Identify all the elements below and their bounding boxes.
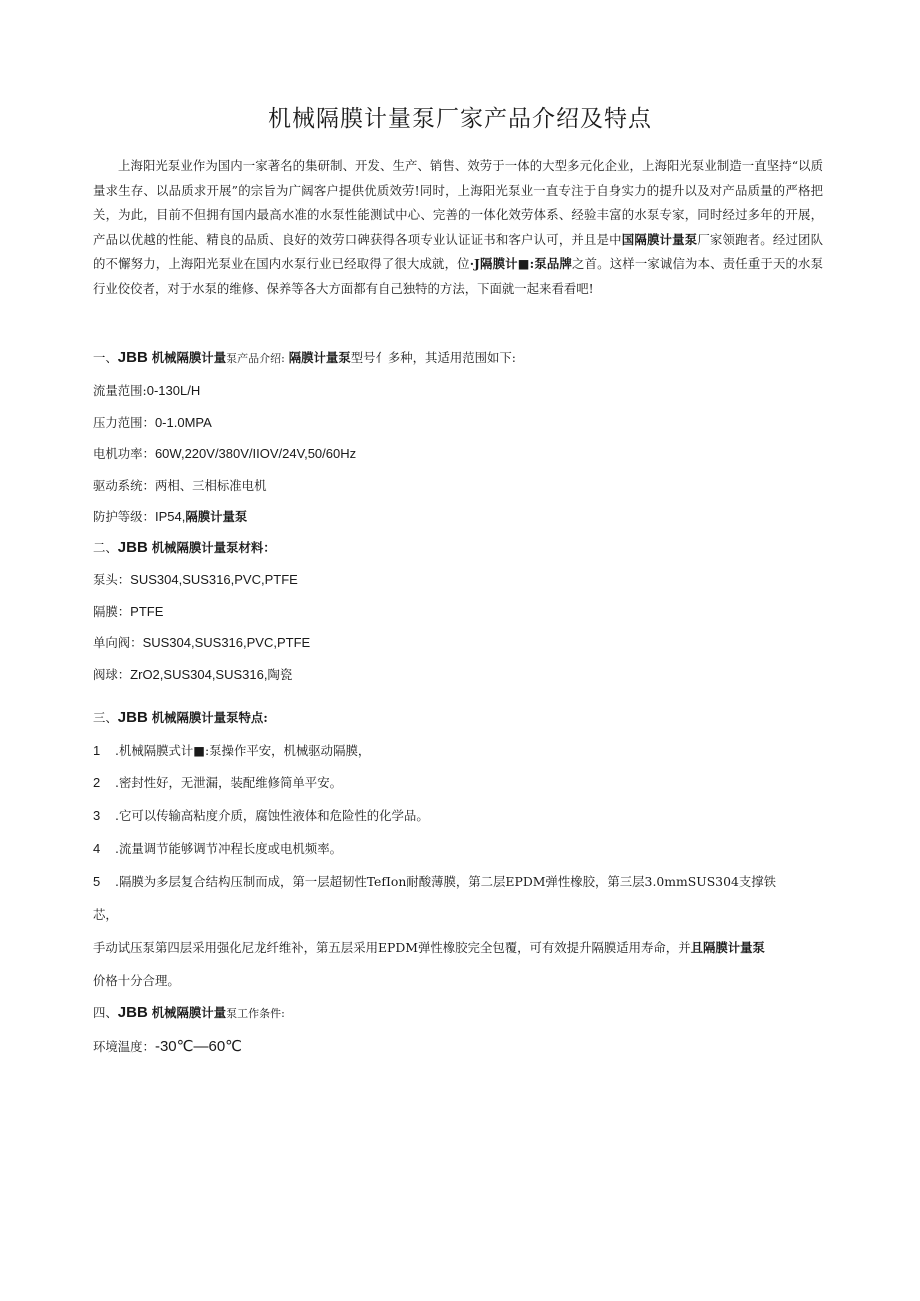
section2-jbb: JBB — [117, 539, 148, 556]
feature-number: 2 — [93, 775, 101, 790]
feature-text: .流量调节能够调节冲程长度或电机频率。 — [115, 841, 342, 856]
material-value: SUS304,SUS316,PVC,PTFE — [130, 572, 298, 587]
section3-heading — [93, 708, 828, 726]
intro-text-2: 厂家领跑者。经过团队的不懈努力，上海阳光泵业在国内水泵行业已经取得了很大成就，位 — [93, 231, 824, 271]
material-label: 隔膜： — [93, 604, 131, 619]
section2-prefix: 二、 — [93, 540, 118, 555]
section2-title: 机械隔膜计量泵材料： — [151, 540, 276, 555]
section4-bold: 机械隔膜计量 — [151, 1005, 227, 1020]
intro-paragraph — [93, 154, 823, 301]
section4-heading — [93, 1003, 828, 1021]
section3-prefix: 三、 — [93, 710, 118, 725]
spec-bold: 隔膜计量泵 — [185, 509, 248, 524]
section4-jbb: JBB — [117, 1004, 148, 1021]
intro-text-1: 上海阳光泵业作为国内一家著名的集研制、开发、生产、销售、效劳于一体的大型多元化企业，上海阳光泵业制造一直坚持“以质量求生存、以品质求开展”的宗旨为广阔客户提供优质效劳!同时，上海阳光泵业一直专注于自身实力的提升以及对产品质量的严格把关，为此，目前不但拥有国内最高水准的水泵性能测试中心、完善的一体化效劳体系、经验丰富的水泵专家，同时经过多年的开展，产品以优越的性能、精良的品质、良好的效劳口碑获得各项专业认证证书和客户认可，并且是中 — [93, 158, 823, 247]
feature-item-3 — [93, 806, 828, 824]
intro-bold-1: 国隔膜计量泵 — [621, 231, 698, 247]
spec-value: 两相、三相标准电机 — [154, 478, 267, 493]
section4-prefix: 四、 — [93, 1005, 118, 1020]
condition-value: -30℃—60℃ — [154, 1038, 243, 1055]
feature-number: 3 — [93, 808, 101, 823]
material-label: 阀球： — [93, 667, 131, 682]
spec-row-flow — [93, 381, 828, 399]
feature-number: 4 — [93, 841, 101, 856]
feature-cont-text: 手动试压泵第四层采用强化尼龙纤维补，第五层采用EPDM弹性橡胶完全包覆，可有效提升隔膜适用寿命，并 — [93, 940, 691, 955]
spec-label: 压力范围： — [93, 415, 155, 430]
material-row-valve — [93, 633, 828, 651]
section1-bold2: 隔膜计量泵 — [288, 350, 351, 365]
section1-rest: 型号亻多种，其适用范围如下: — [350, 350, 516, 365]
section1-prefix: 一、 — [93, 350, 118, 365]
feature-text: .密封性好，无泄漏，装配维修简单平安。 — [115, 775, 342, 790]
spec-label: 电机功率： — [93, 446, 155, 461]
intro-bold-2: ·J隔膜计■:泵品牌 — [469, 256, 573, 271]
feature-item-1 — [93, 741, 828, 759]
material-value: SUS304,SUS316,PVC,PTFE — [142, 635, 311, 650]
material-suffix: 陶瓷 — [267, 667, 293, 682]
feature-cont-bold: 且隔膜计量泵 — [690, 940, 765, 955]
spec-row-protection — [93, 507, 828, 525]
condition-row-temperature — [93, 1037, 828, 1055]
document-title: 机械隔膜计量泵厂家产品介绍及特点 — [268, 106, 652, 132]
section1-jbb: JBB — [117, 349, 148, 366]
feature-continuation-3: 价格十分合理。 — [93, 973, 180, 988]
feature-item-2 — [93, 773, 828, 791]
section4-small: 泵工作条件: — [226, 1007, 285, 1020]
condition-label: 环境温度： — [93, 1039, 155, 1054]
spec-value: 0-130L/H — [146, 383, 201, 398]
material-row-ball — [93, 665, 828, 683]
feature-item-4 — [93, 839, 828, 857]
spec-row-drive — [93, 476, 828, 494]
material-value: PTFE — [130, 604, 164, 619]
spec-label: 驱动系统： — [93, 478, 155, 493]
spec-value: 0-1.0MPA — [154, 415, 212, 430]
material-row-head — [93, 570, 828, 588]
spec-row-power — [93, 444, 828, 462]
feature-continuation-2 — [93, 938, 828, 956]
feature-text: .隔膜为多层复合结构压制而成，第一层超韧性TefIon耐酸薄膜，第二层EPDM弹性橡胶，第三层3.0mmSUS304支撑铁 — [115, 874, 777, 889]
intro-text-3: 之首。这样一家诚信为本、责任重于天的水泵行业佼佼者，对于水泵的维修、保养等各大方面都有自己独特的方法，下面就一起来看看吧! — [93, 256, 824, 296]
material-value: ZrO2,SUS304,SUS316, — [130, 667, 268, 682]
section1-bold: 机械隔膜计量 — [151, 350, 227, 365]
section3-title: 机械隔膜计量泵特点: — [151, 710, 268, 725]
feature-number: 1 — [93, 743, 101, 758]
section1-heading — [93, 348, 828, 366]
feature-item-5 — [93, 872, 828, 890]
feature-text: .机械隔膜式计■:泵操作平安，机械驱动隔膜， — [115, 743, 371, 758]
spec-label: 防护等级： — [93, 509, 155, 524]
material-label: 泵头： — [93, 572, 131, 587]
feature-number: 5 — [93, 874, 101, 889]
feature-continuation-1: 芯， — [93, 907, 118, 922]
feature-text: .它可以传输高粘度介质，腐蚀性液体和危险性的化学品。 — [115, 808, 429, 823]
spec-label: 流量范围: — [93, 383, 147, 398]
material-label: 单向阀： — [93, 635, 143, 650]
section2-heading — [93, 538, 828, 556]
section1-small: 泵产品介绍: — [226, 352, 285, 365]
spec-value: IP54, — [154, 509, 186, 524]
material-row-diaphragm — [93, 602, 828, 620]
section3-jbb: JBB — [117, 709, 148, 726]
spec-value: 60W,220V/380V/IIOV/24V,50/60Hz — [154, 446, 357, 461]
spec-row-pressure — [93, 413, 828, 431]
